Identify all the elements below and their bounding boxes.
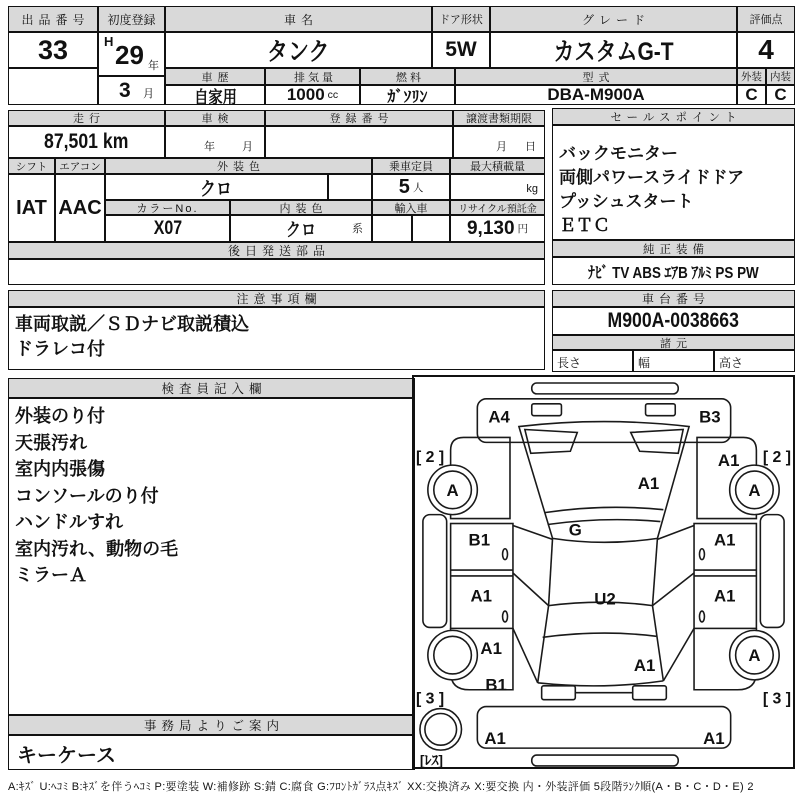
mileage-label: 走行 xyxy=(8,110,165,126)
score-box xyxy=(737,6,795,105)
name-grade-box xyxy=(165,6,737,105)
model-code-value: DBA-M900A xyxy=(455,85,737,105)
month-suffix: 月 xyxy=(143,88,154,100)
history-value: 自家用 xyxy=(165,85,265,105)
first-registration-label: 初度登録 xyxy=(98,6,165,32)
door-shape-label: ドア形状 xyxy=(432,6,490,32)
headlight-left xyxy=(532,404,562,416)
tread-front-right: [ 2 ] xyxy=(762,449,792,467)
door-shape-value: 5W xyxy=(432,32,490,68)
damage-label-lr-door: A1 xyxy=(470,586,493,606)
interior-color-suffix: 系 xyxy=(352,223,363,235)
wiper-right xyxy=(631,430,683,454)
damage-label-front-right: B3 xyxy=(699,407,721,427)
inspector-notes-box xyxy=(8,378,415,715)
color-no-label: カラーNo. xyxy=(105,200,230,215)
damage-label-lf-wheel: A xyxy=(446,480,459,500)
gate-side-left xyxy=(538,606,549,683)
cowl-line-1 xyxy=(545,507,664,512)
legend-text: A:ｷｽﾞ U:ﾍｺﾐ B:ｷｽﾞを伴うﾍｺﾐ P:要塗装 W:補修跡 S:錆 C:腐食 G:ﾌﾛﾝﾄｶﾞﾗｽ点ｷｽﾞ XX:交換済み X:要交換 内・外装評価 5段階ﾗﾝｸ順(A・B・C・D・E) 2 xyxy=(8,781,754,793)
exterior-color-value: クロ xyxy=(105,174,328,200)
inspection-label: 車検 xyxy=(165,110,265,126)
damage-diagram-box xyxy=(412,375,795,769)
dimension-height: 高さ xyxy=(714,350,795,372)
aircon-label: エアコン xyxy=(55,158,105,174)
capacity-label: 乗車定員 xyxy=(372,158,450,174)
shift-label: シフト xyxy=(8,158,55,174)
office-info-label: 事務局よりご案内 xyxy=(8,715,415,735)
sales-points-label: セールスポイント xyxy=(552,108,795,125)
reg-year: 29 xyxy=(115,40,144,70)
exterior-grade-value: C xyxy=(737,85,766,105)
exterior-grade-label: 外装 xyxy=(737,68,766,85)
registration-no-label: 登録番号 xyxy=(265,110,453,126)
registration-no-value xyxy=(265,126,453,158)
sales-points-box xyxy=(552,108,795,285)
fuel-value: ｶﾞｿﾘﾝ xyxy=(360,85,455,105)
gate-garnish-left xyxy=(542,686,576,700)
tread-rear-right: [ 3 ] xyxy=(762,690,792,708)
displacement-value: 1000 cc xyxy=(265,85,360,105)
model-code-label: 型式 xyxy=(455,68,737,85)
interior-grade-label: 内装 xyxy=(766,68,795,85)
genuine-equipment-value: ﾅﾋﾞ TV ABS ｴｱB ｱﾙﾐ PS PW xyxy=(552,257,795,285)
damage-label-rr-wheel: A xyxy=(748,646,761,666)
capacity-value: 5 人 xyxy=(372,174,450,200)
sales-point-item: 両側パワースライドドア xyxy=(559,168,745,187)
rear-bumper xyxy=(477,707,730,749)
right-rocker xyxy=(760,515,784,628)
aircon-value: AAC xyxy=(55,174,105,242)
recycle-deposit-value: 9,130 円 xyxy=(450,215,545,242)
inspection-value: 年 月 xyxy=(165,126,265,158)
inspector-line: ミラーＡ xyxy=(15,565,87,585)
max-load-label: 最大積載量 xyxy=(450,158,545,174)
sales-point-item: プッシュスタート xyxy=(559,192,694,211)
later-parts-label: 後日発送部品 xyxy=(8,242,545,259)
inspector-line: 天張汚れ xyxy=(15,432,87,453)
gate-garnish-right xyxy=(633,686,667,700)
color-spec-box xyxy=(8,158,545,285)
damage-label-front-left: A4 xyxy=(488,407,510,427)
interior-color-label: 内装色 xyxy=(230,200,372,215)
inspector-line: 室内内張傷 xyxy=(15,459,105,479)
cowl-line-2 xyxy=(548,520,661,525)
windshield-outline xyxy=(519,422,689,543)
notes-label: 注意事項欄 xyxy=(8,290,545,307)
lot-empty-cell xyxy=(8,68,98,105)
interior-grade-value: C xyxy=(766,85,795,105)
sales-point-item: バックモニター xyxy=(559,144,678,163)
interior-color-value: クロ 系 xyxy=(230,215,372,242)
max-load-value: kg xyxy=(450,174,545,200)
damage-label-lf-door: B1 xyxy=(468,530,491,550)
fuel-label: 燃料 xyxy=(360,68,455,85)
office-info-value: キーケース xyxy=(8,735,415,770)
inspector-line: 室内汚れ、動物の毛 xyxy=(15,538,179,559)
damage-label-glass: G xyxy=(568,520,582,540)
damage-label-rear-gate: A1 xyxy=(633,655,656,675)
left-rocker xyxy=(423,515,447,628)
inspector-notes-label: 検査員記入欄 xyxy=(8,378,415,398)
car-diagram xyxy=(414,377,793,767)
damage-label-rear-bumper-left: A1 xyxy=(484,729,506,749)
left-front-door-handle xyxy=(503,549,508,560)
front-panel xyxy=(477,399,730,443)
car-name-value: タンク xyxy=(165,32,432,68)
imported-cell-1 xyxy=(372,215,412,242)
chassis-box xyxy=(552,290,795,372)
color-no-value: X07 xyxy=(105,215,230,242)
displacement-unit: cc xyxy=(327,89,339,101)
score-label: 評価点 xyxy=(737,6,795,32)
transfer-deadline-label: 譲渡書類期限 xyxy=(453,110,545,126)
imported-cell-2 xyxy=(412,215,450,242)
damage-label-roof: U2 xyxy=(594,589,616,609)
damage-label-r-fender: A1 xyxy=(717,451,740,471)
sales-point-item: ＥＴＣ xyxy=(559,216,610,235)
damage-label-rf-wheel: A xyxy=(748,480,761,500)
mileage-row xyxy=(8,110,545,158)
lot-number: 33 xyxy=(8,32,98,68)
score-value: 4 xyxy=(737,32,795,68)
dimensions-label: 諸元 xyxy=(552,335,795,350)
rear-bumper-lower xyxy=(532,755,678,766)
notes-box xyxy=(8,290,545,370)
later-parts-value xyxy=(8,259,545,285)
year-suffix: 年 xyxy=(148,60,159,72)
chassis-no-label: 車台番号 xyxy=(552,290,795,307)
inspector-notes-body xyxy=(8,398,415,715)
grade-label: グレード xyxy=(490,6,737,32)
notes-body xyxy=(8,307,545,370)
exterior-color-empty-cell xyxy=(328,174,372,200)
dimension-width: 幅 xyxy=(633,350,714,372)
sales-points-list xyxy=(552,125,795,240)
left-rear-door-handle xyxy=(503,611,508,622)
first-registration-month-cell xyxy=(98,76,165,105)
first-registration-year-cell xyxy=(98,32,165,76)
chassis-no-value: M900A-0038663 xyxy=(552,307,795,335)
office-info-box xyxy=(8,715,415,770)
mileage-value: 87,501 km xyxy=(8,126,165,158)
rear-window-bottom xyxy=(543,633,657,637)
damage-label-l-quarter-rear: B1 xyxy=(485,675,507,695)
headlight-right xyxy=(646,404,676,416)
shift-value: IAT xyxy=(8,174,55,242)
roof-side-left xyxy=(549,538,553,605)
inspector-line: コンソールのり付 xyxy=(15,485,159,506)
car-name-label: 車名 xyxy=(165,6,432,32)
first-registration-box xyxy=(98,6,165,105)
spare-tire-label: [ﾚｽ] xyxy=(419,751,444,767)
note-line: ドラレコ付 xyxy=(15,339,105,359)
era-letter: H xyxy=(104,34,114,49)
damage-label-rr-door: A1 xyxy=(713,586,736,606)
transfer-deadline-value: 月 日 xyxy=(453,126,545,158)
tread-rear-left: [ 3 ] xyxy=(415,690,445,708)
front-bumper-top xyxy=(532,383,678,394)
damage-label-rf-door: A1 xyxy=(713,530,736,550)
tread-front-left: [ 2 ] xyxy=(415,449,445,467)
reg-month: 3 xyxy=(119,79,131,102)
right-front-door-handle xyxy=(699,549,704,560)
damage-label-l-quarter: A1 xyxy=(480,639,502,659)
imported-label: 輸入車 xyxy=(372,200,450,215)
lot-box xyxy=(8,6,98,105)
grade-value: カスタムG-T xyxy=(490,32,737,68)
inspector-line: ハンドルすれ xyxy=(15,512,123,532)
recycle-deposit-label: リサイクル預託金 xyxy=(450,200,545,215)
lot-label: 出品番号 xyxy=(8,6,98,32)
right-rear-door-handle xyxy=(699,611,704,622)
genuine-equipment-label: 純正装備 xyxy=(552,240,795,257)
roof-side-right xyxy=(652,538,657,605)
inspector-line: 外装のり付 xyxy=(15,406,105,426)
damage-label-windshield: A1 xyxy=(637,473,660,493)
dimension-length: 長さ xyxy=(552,350,633,372)
history-label: 車歴 xyxy=(165,68,265,85)
note-line: 車両取説／ＳＤナビ取説積込 xyxy=(15,314,249,334)
damage-label-rear-bumper-right: A1 xyxy=(703,729,725,749)
wiper-left xyxy=(525,430,577,454)
exterior-color-label: 外装色 xyxy=(105,158,372,174)
displacement-label: 排気量 xyxy=(265,68,360,85)
